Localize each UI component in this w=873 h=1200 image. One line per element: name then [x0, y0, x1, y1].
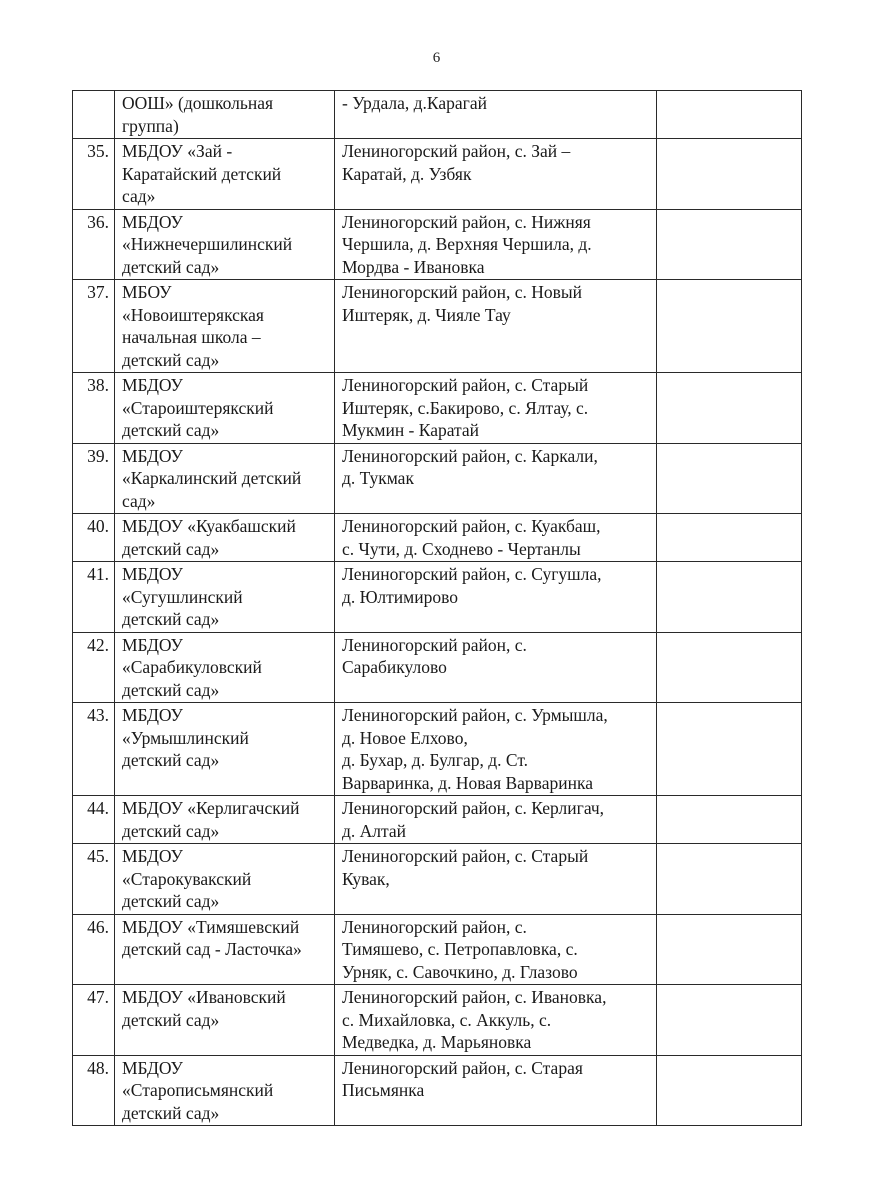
- row-number: 44.: [73, 796, 115, 844]
- empty-cell: [657, 443, 802, 514]
- address-line: д. Новое Елхово,: [342, 727, 468, 748]
- address-line: Иштеряк, с.Бакирово, с. Ялтау, с.: [342, 397, 589, 418]
- institution-address: [335, 209, 657, 280]
- address-line: Лениногорский район, с. Сугушла,: [342, 564, 602, 584]
- institution-name-line: «Старокувакский: [122, 868, 252, 889]
- institution-name-line: «Каркалинский детский: [122, 468, 302, 488]
- institution-name: [115, 91, 335, 139]
- row-number: 42.: [73, 632, 115, 703]
- institution-name-line: МБДОУ: [122, 445, 183, 466]
- institution-address: [335, 280, 657, 373]
- institution-name: [115, 632, 335, 703]
- table-row: [73, 443, 802, 514]
- row-number: 40.: [73, 514, 115, 562]
- table-body: [73, 91, 802, 1126]
- institution-address: [335, 985, 657, 1056]
- empty-cell: [657, 1055, 802, 1126]
- address-line: д. Тукмак: [342, 468, 414, 488]
- empty-cell: [657, 914, 802, 985]
- table-row: [73, 562, 802, 633]
- institution-address: [335, 514, 657, 562]
- institution-name-line: «Новоиштерякская: [122, 304, 264, 325]
- institution-name-line: МБДОУ «Зай -: [122, 141, 233, 161]
- row-number: 39.: [73, 443, 115, 514]
- address-line: с. Чути, д. Сходнево - Чертанлы: [342, 538, 581, 559]
- address-line: Лениногорский район, с. Урмышла,: [342, 705, 608, 725]
- row-number: 43.: [73, 703, 115, 796]
- institution-name: [115, 139, 335, 210]
- institution-name-line: детский сад»: [122, 679, 220, 700]
- institution-address: [335, 632, 657, 703]
- institution-name-line: МБДОУ: [122, 564, 183, 584]
- institution-name: [115, 443, 335, 514]
- institution-address: [335, 443, 657, 514]
- empty-cell: [657, 562, 802, 633]
- table-row: [73, 703, 802, 796]
- institution-address: [335, 1055, 657, 1126]
- institution-name: [115, 985, 335, 1056]
- table-row: [73, 1055, 802, 1126]
- row-number: 47.: [73, 985, 115, 1056]
- empty-cell: [657, 514, 802, 562]
- empty-cell: [657, 209, 802, 280]
- table-row: [73, 844, 802, 915]
- address-line: Медведка, д. Марьяновка: [342, 1032, 532, 1052]
- address-line: Лениногорский район, с. Нижняя: [342, 211, 591, 232]
- address-line: Лениногорский район, с.: [342, 916, 527, 937]
- table-row: [73, 514, 802, 562]
- institution-name-line: детский сад»: [122, 891, 220, 911]
- institution-name: [115, 280, 335, 373]
- address-line: Урняк, с. Савочкино, д. Глазово: [342, 961, 578, 982]
- institution-name-line: МБОУ: [122, 282, 172, 302]
- page-number: 6: [432, 50, 441, 66]
- institution-name-line: детский сад»: [122, 420, 220, 440]
- institution-name-line: детский сад»: [122, 256, 220, 277]
- institution-name-line: «Нижнечершилинский: [122, 234, 293, 254]
- institution-name: [115, 703, 335, 796]
- address-line: Чершила, д. Верхняя Чершила, д.: [342, 234, 592, 254]
- row-number: 48.: [73, 1055, 115, 1126]
- empty-cell: [657, 91, 802, 139]
- table-row: [73, 139, 802, 210]
- institution-name-line: МБДОУ «Ивановский: [122, 987, 286, 1007]
- address-line: Лениногорский район, с. Куакбаш,: [342, 516, 601, 536]
- empty-cell: [657, 632, 802, 703]
- empty-cell: [657, 985, 802, 1056]
- institution-name-line: МБДОУ «Тимяшевский: [122, 916, 300, 937]
- institution-address: [335, 914, 657, 985]
- address-line: Сарабикулово: [342, 657, 447, 677]
- institution-name-line: ООШ» (дошкольная: [122, 93, 274, 113]
- table-row: [73, 209, 802, 280]
- institution-name-line: детский сад»: [122, 349, 220, 370]
- table-row: [73, 796, 802, 844]
- address-line: с. Михайловка, с. Аккуль, с.: [342, 1009, 552, 1030]
- empty-cell: [657, 844, 802, 915]
- address-line: Лениногорский район, с. Ивановка,: [342, 987, 607, 1007]
- institution-address: [335, 703, 657, 796]
- empty-cell: [657, 703, 802, 796]
- institution-address: [335, 796, 657, 844]
- table-row: [73, 373, 802, 444]
- address-line: Тимяшево, с. Петропавловка, с.: [342, 939, 578, 959]
- empty-cell: [657, 280, 802, 373]
- institution-name-line: МБДОУ: [122, 375, 183, 395]
- institution-name-line: МБДОУ: [122, 634, 183, 655]
- institution-name-line: детский сад»: [122, 538, 220, 559]
- institution-name: [115, 562, 335, 633]
- institution-name-line: «Сарабикуловский: [122, 657, 262, 677]
- address-line: Варваринка, д. Новая Варваринка: [342, 772, 593, 793]
- institution-name-line: детский сад»: [122, 1009, 220, 1030]
- row-number: 38.: [73, 373, 115, 444]
- row-number: 41.: [73, 562, 115, 633]
- table-row: [73, 280, 802, 373]
- empty-cell: [657, 796, 802, 844]
- institution-name-line: МБДОУ: [122, 846, 183, 866]
- address-line: д. Бухар, д. Булгар, д. Ст.: [342, 750, 529, 770]
- institution-address: [335, 373, 657, 444]
- institutions-table: [72, 90, 802, 1126]
- table-row: [73, 632, 802, 703]
- institution-name-line: МБДОУ «Керлигачский: [122, 798, 300, 818]
- institution-name-line: МБДОУ: [122, 705, 183, 725]
- institution-name-line: сад»: [122, 490, 156, 511]
- address-line: Лениногорский район, с. Каркали,: [342, 445, 598, 466]
- institution-name-line: детский сад»: [122, 1102, 220, 1123]
- institution-name: [115, 373, 335, 444]
- institution-address: [335, 91, 657, 139]
- address-line: Лениногорский район, с. Старый: [342, 846, 589, 866]
- address-line: Лениногорский район, с.: [342, 634, 527, 655]
- address-line: Мукмин - Каратай: [342, 420, 480, 440]
- institution-name-line: «Старописьмянский: [122, 1080, 274, 1100]
- institution-address: [335, 562, 657, 633]
- institution-name: [115, 796, 335, 844]
- address-line: Лениногорский район, с. Керлигач,: [342, 798, 605, 818]
- table-row: [73, 91, 802, 139]
- institution-name-line: сад»: [122, 186, 156, 206]
- address-line: Письмянка: [342, 1080, 425, 1100]
- address-line: Лениногорский район, с. Новый: [342, 282, 583, 302]
- institution-name-line: МБДОУ: [122, 211, 183, 232]
- institution-name-line: «Староиштерякский: [122, 397, 274, 418]
- address-line: Иштеряк, д. Чияле Тау: [342, 304, 511, 325]
- institution-name-line: детский сад»: [122, 820, 220, 841]
- institution-name-line: детский сад»: [122, 609, 220, 629]
- table-row: [73, 985, 802, 1056]
- row-number: 46.: [73, 914, 115, 985]
- row-number: 36.: [73, 209, 115, 280]
- address-line: Кувак,: [342, 868, 390, 889]
- empty-cell: [657, 373, 802, 444]
- address-line: Каратай, д. Узбяк: [342, 163, 472, 184]
- institution-name-line: МБДОУ «Куакбашский: [122, 516, 296, 536]
- institution-name-line: «Урмышлинский: [122, 727, 249, 748]
- table-row: [73, 914, 802, 985]
- institution-address: [335, 139, 657, 210]
- institution-name-line: Каратайский детский: [122, 163, 282, 184]
- address-line: Мордва - Ивановка: [342, 256, 485, 277]
- empty-cell: [657, 139, 802, 210]
- row-number: 35.: [73, 139, 115, 210]
- institution-address: [335, 844, 657, 915]
- row-number: 37.: [73, 280, 115, 373]
- institution-name-line: группа): [122, 115, 179, 136]
- address-line: д. Юлтимирово: [342, 586, 458, 607]
- institution-name-line: МБДОУ: [122, 1057, 183, 1078]
- institution-name-line: «Сугушлинский: [122, 586, 243, 607]
- institution-name: [115, 844, 335, 915]
- institution-name: [115, 1055, 335, 1126]
- institution-name-line: детский сад - Ласточка»: [122, 939, 302, 959]
- institution-name: [115, 514, 335, 562]
- institution-name: [115, 209, 335, 280]
- row-number: [73, 91, 115, 139]
- address-line: Лениногорский район, с. Старый: [342, 375, 589, 395]
- institution-name: [115, 914, 335, 985]
- institution-name-line: начальная школа –: [122, 327, 261, 347]
- address-line: - Урдала, д.Карагай: [342, 93, 487, 113]
- address-line: Лениногорский район, с. Зай –: [342, 141, 571, 161]
- address-line: Лениногорский район, с. Старая: [342, 1057, 583, 1078]
- row-number: 45.: [73, 844, 115, 915]
- address-line: д. Алтай: [342, 820, 407, 841]
- institution-name-line: детский сад»: [122, 750, 220, 770]
